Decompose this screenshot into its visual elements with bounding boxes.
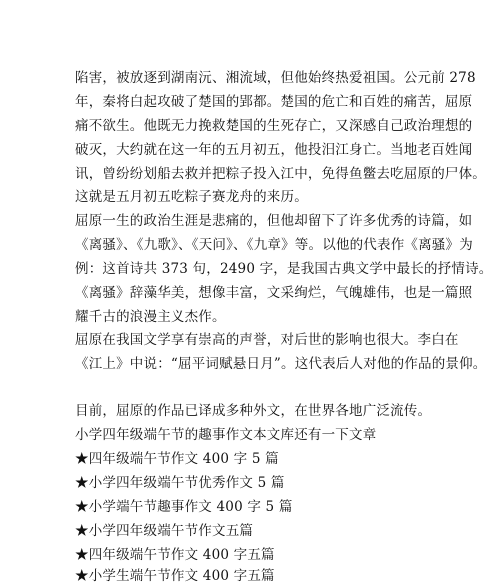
list-heading: 小学四年级端午节的趣事作文本文库还有一下文章 (75, 427, 377, 443)
list-item: ★小学四年级端午节作文五篇 (75, 523, 254, 539)
text-line: 痛不欲生。他既无力挽救楚国的生死存亡，又深感自己政治理想的 (75, 118, 473, 134)
list-item: ★小学四年级端午节优秀作文 5 篇 (75, 475, 285, 491)
text-line: 例：这首诗共 373 句，2490 字，是我国古典文学中最长的抒情诗。 (75, 261, 493, 277)
list-item: ★小学端午节趣事作文 400 字 5 篇 (75, 499, 293, 515)
text-line: 目前，屈原的作品已译成多种外文，在世界各地广泛流传。 (75, 403, 432, 419)
text-line: 屈原一生的政治生涯是悲痛的，但他却留下了许多优秀的诗篇，如 (75, 213, 473, 229)
list-item: ★小学生端午节作文 400 字五篇 (75, 568, 275, 584)
text-line: 这就是五月初五吃粽子赛龙舟的来历。 (75, 189, 308, 205)
text-line: 《江上》中说：“屈平词赋悬日月”。这代表后人对他的作品的景仰。 (75, 356, 487, 372)
text-line: 年，秦将白起攻破了楚国的郢都。楚国的危亡和百姓的痛苦，屈原 (75, 94, 473, 110)
text-line: 破灭，大约就在这一年的五月初五，他投汨江身亡。当地老百姓闻 (75, 142, 473, 158)
text-line: 《离骚》辞藻华美，想像丰富，文采绚烂，气魄雄伟，也是一篇照 (75, 285, 473, 301)
text-line: 屈原在我国文学享有崇高的声誉，对后世的影响也很大。李白在 (75, 332, 459, 348)
text-line: 讯，曾纷纷划船去救并把粽子投入江中，免得鱼鳖去吃屈原的尸体。 (75, 166, 486, 182)
list-item: ★四年级端午节作文 400 字五篇 (75, 547, 275, 563)
text-line: 陷害，被放逐到湖南沅、湘流域，但他始终热爱祖国。公元前 278 (75, 70, 476, 86)
list-item: ★四年级端午节作文 400 字 5 篇 (75, 451, 279, 467)
text-line: 耀千古的浪漫主义杰作。 (75, 309, 226, 325)
text-line: 《离骚》、《九歌》、《天问》、《九章》等。以他的代表作《离骚》为 (75, 237, 473, 253)
